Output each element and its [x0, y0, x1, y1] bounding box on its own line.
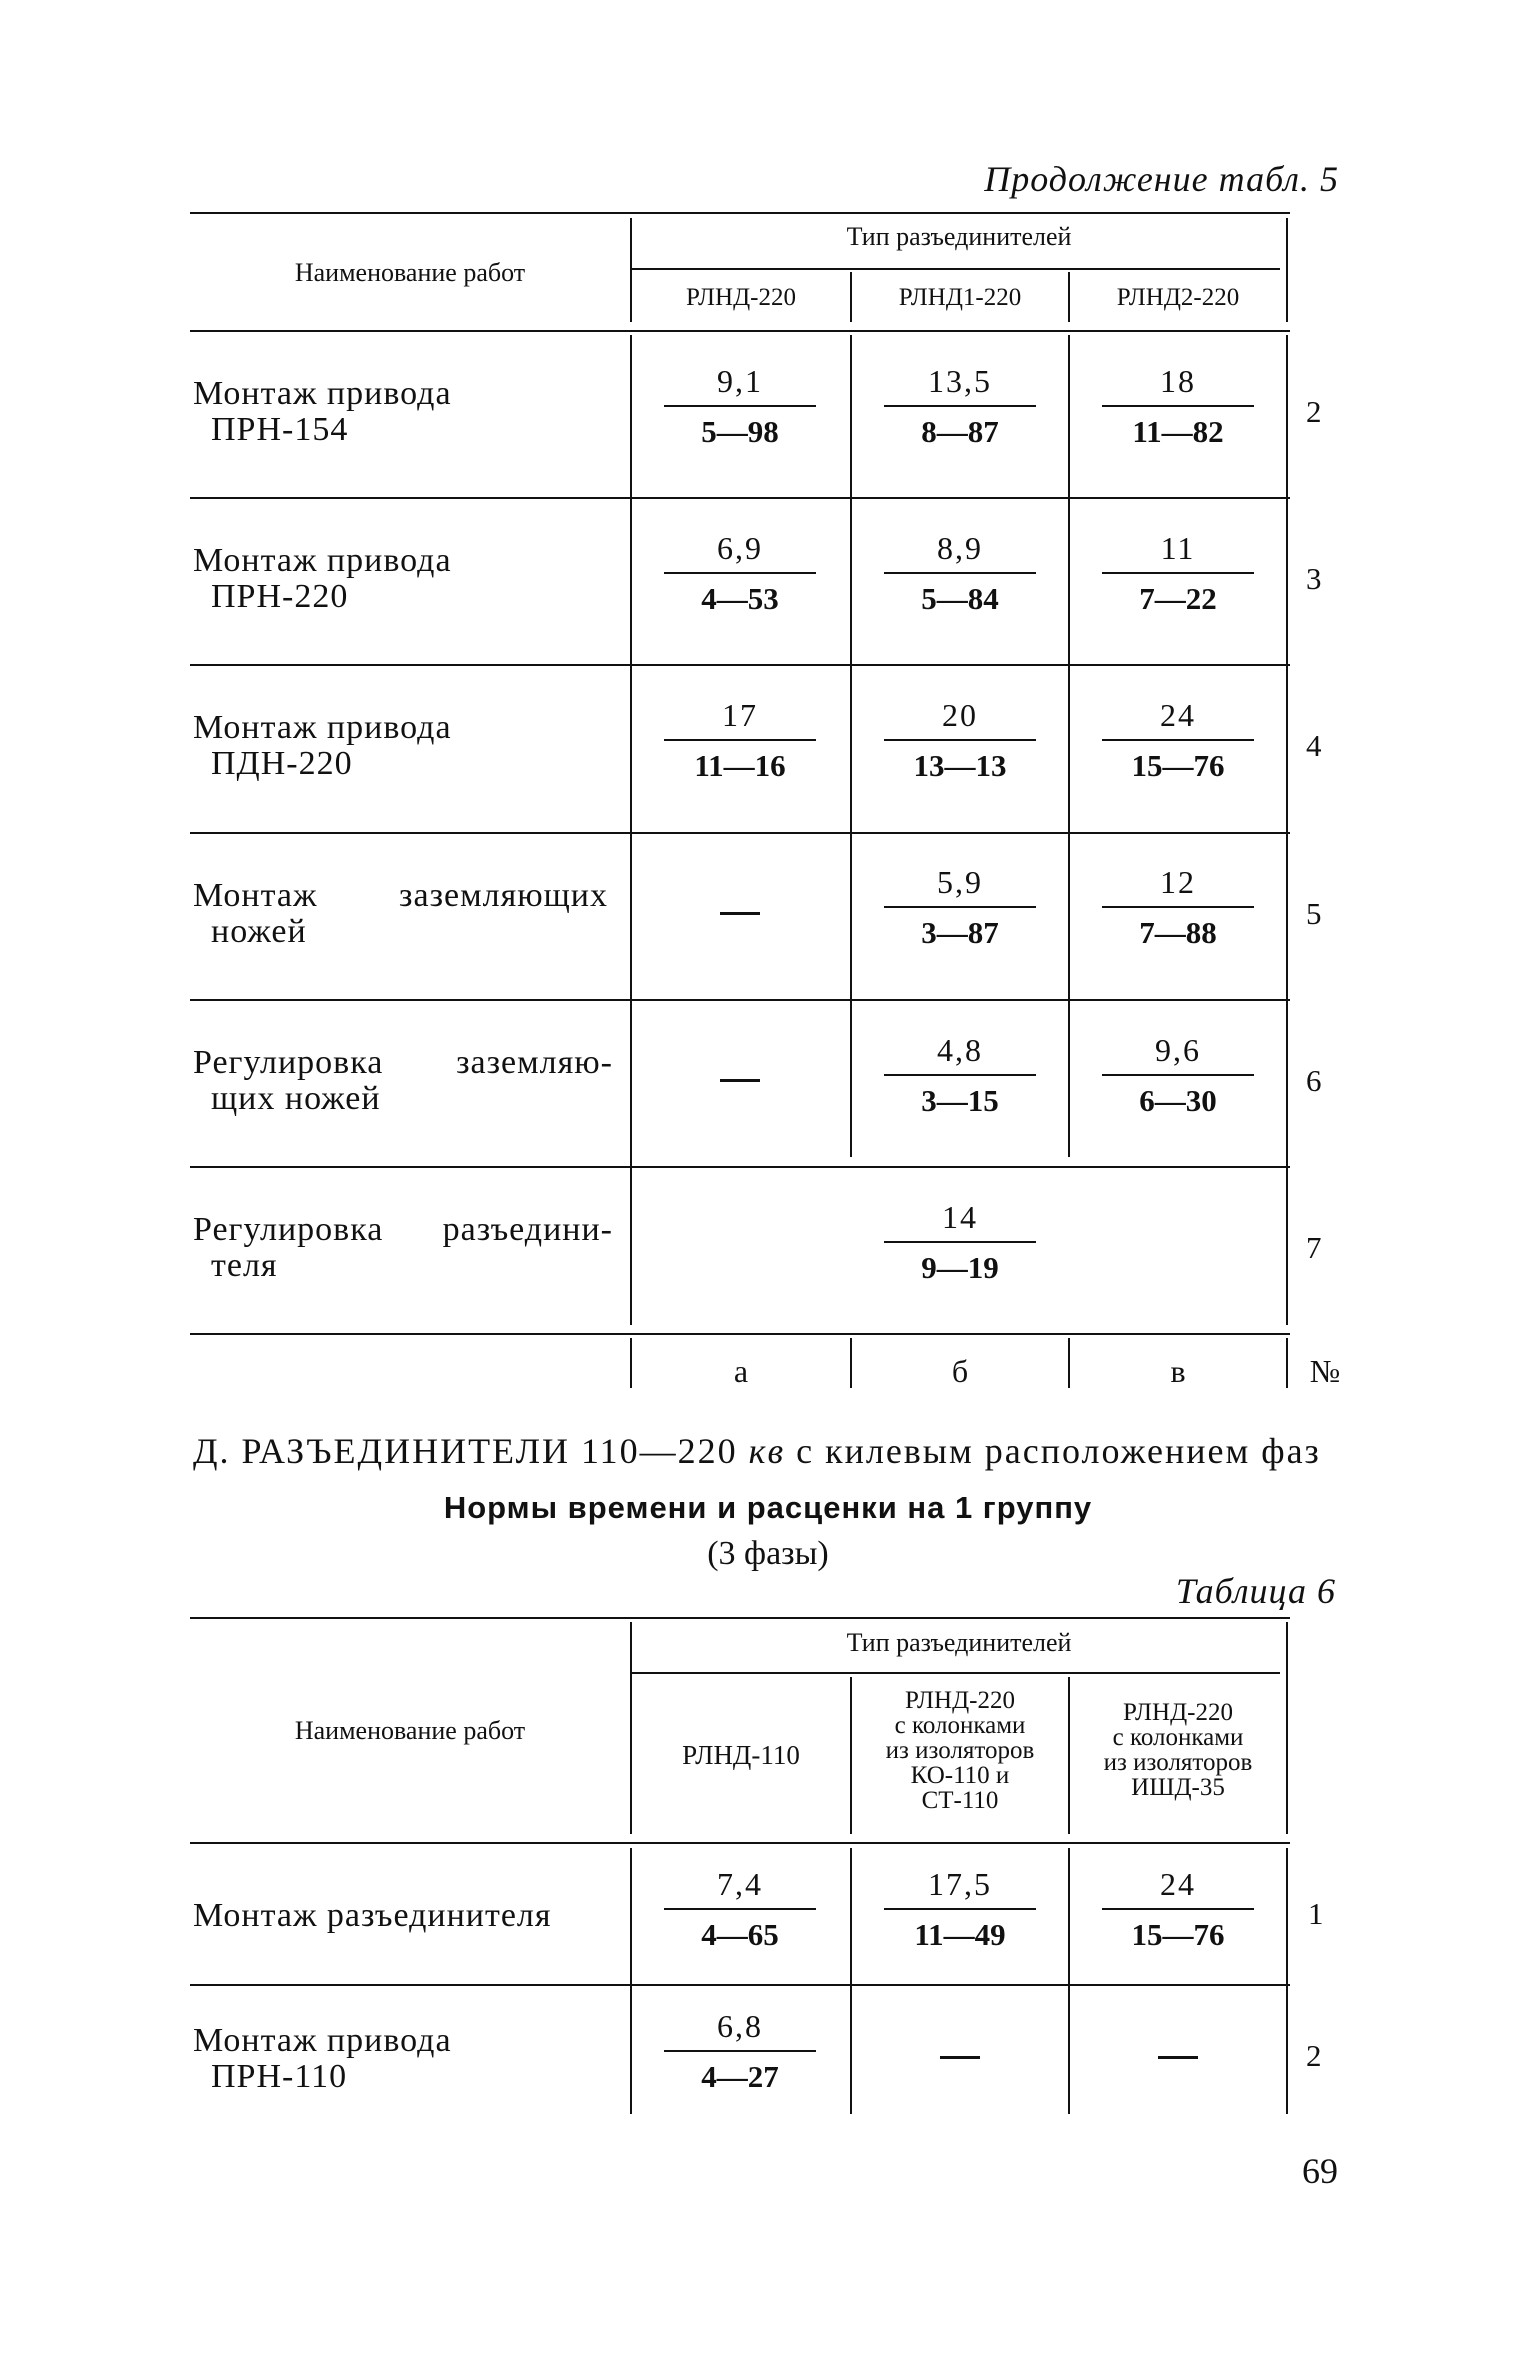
column-header-name: Наименование работ [294, 258, 526, 287]
row-number: 3 [1306, 561, 1322, 596]
norm-time: 17,5 [928, 1866, 992, 1902]
rate: 11—49 [914, 1917, 1006, 1952]
rate: 4—27 [701, 2059, 779, 2094]
continuation-title: Продолжение табл. 5 [984, 159, 1339, 199]
row-name-line: теля [211, 1247, 278, 1284]
norm-time: 17 [722, 697, 758, 733]
header-line: РЛНД-220 [905, 1687, 1015, 1714]
section-subtitle: Нормы времени и расценки на 1 группу [443, 1490, 1093, 1525]
page-number: 69 [1302, 2151, 1338, 2191]
norm-time: 8,9 [937, 530, 983, 566]
rate: 9—19 [921, 1250, 999, 1285]
rule [190, 1984, 1290, 1986]
norm-time: 24 [1160, 697, 1196, 733]
rate: 5—98 [701, 414, 779, 449]
rate: 15—76 [1131, 748, 1225, 783]
row-number: 6 [1306, 1063, 1322, 1098]
section-title-text: с килевым расположением фаз [785, 1431, 1321, 1471]
norm-time: 13,5 [928, 363, 992, 399]
row-name-word: заземляющих [399, 877, 608, 914]
rate: 4—65 [701, 1917, 779, 1952]
header-line: с колонками [1112, 1724, 1244, 1751]
rule [630, 1672, 1280, 1674]
rate: 7—88 [1139, 915, 1217, 950]
empty-cell-dash [940, 2056, 980, 2059]
footer-column-a: а [733, 1353, 749, 1389]
rate: 7—22 [1139, 581, 1217, 616]
rule [1068, 1848, 1070, 2114]
row-name-word: заземляю- [456, 1044, 613, 1081]
header-line: из изоляторов [1103, 1749, 1253, 1776]
footer-number-sign: № [1309, 1353, 1341, 1389]
column-header-rlnd2-220: РЛНД2-220 [1116, 284, 1240, 311]
column-group-header: Тип разъединителей [846, 1628, 1072, 1657]
column-header-rlnd-110: РЛНД-110 [682, 1740, 800, 1770]
norm-time: 14 [942, 1199, 978, 1235]
row-number: 2 [1306, 2038, 1322, 2073]
norm-time: 5,9 [937, 864, 983, 900]
column-header-rlnd-220: РЛНД-220 [686, 284, 796, 311]
fraction-cell [1098, 1866, 1258, 1952]
fraction-bar [884, 1908, 1036, 1910]
footer-column-b: б [951, 1353, 969, 1389]
norm-time: 12 [1160, 864, 1196, 900]
rate: 6—30 [1139, 1083, 1217, 1118]
column-header-name: Наименование работ [294, 1716, 526, 1745]
column-header-rlnd-220-ishd [1070, 1700, 1286, 1800]
norm-time: 18 [1160, 363, 1196, 399]
rule [190, 1842, 1290, 1844]
rule [850, 1848, 852, 2114]
fraction-cell [880, 1866, 1040, 1952]
row-name-line: Монтаж привода [193, 542, 452, 579]
rule [630, 1848, 632, 2114]
rate: 8—87 [921, 414, 999, 449]
section-title-text: Д. РАЗЪЕДИНИТЕЛИ 110—220 [193, 1431, 749, 1471]
rule [1286, 1622, 1288, 1834]
section-title-unit: кв [748, 1431, 786, 1471]
header-line: РЛНД-220 [1123, 1699, 1233, 1726]
norm-time: 6,9 [717, 530, 763, 566]
section-phases-note: (3 фазы) [707, 1535, 829, 1572]
header-line: с колонками [894, 1712, 1026, 1739]
rate: 4—53 [701, 581, 779, 616]
row-name-line: ножей [211, 913, 307, 950]
rate: 5—84 [921, 581, 999, 616]
row-number: 4 [1306, 728, 1322, 763]
row-number: 5 [1306, 896, 1322, 931]
rule [190, 1617, 1290, 1619]
row-name-line: Монтаж привода [193, 709, 452, 746]
norm-time: 9,6 [1155, 1032, 1201, 1068]
row-name-word: разъедини- [442, 1211, 613, 1248]
rule [1286, 1848, 1288, 2114]
fraction-bar [664, 1908, 816, 1910]
row-number: 7 [1306, 1230, 1322, 1265]
header-line: СТ-110 [921, 1787, 999, 1814]
row-name-line: Монтаж привода [193, 375, 452, 412]
rate: 13—13 [913, 748, 1007, 783]
norm-time: 4,8 [937, 1032, 983, 1068]
row-name-word: Монтаж [193, 877, 318, 914]
table-label: Таблица 6 [1175, 1571, 1336, 1611]
column-header-rlnd1-220: РЛНД1-220 [898, 284, 1022, 311]
row-name-line: Монтаж разъединителя [193, 1897, 552, 1934]
row-name-line: щих ножей [211, 1080, 381, 1117]
row-name-line: ПДН-220 [211, 745, 353, 782]
fraction-bar [664, 2050, 816, 2052]
fraction-cell [660, 2008, 820, 2094]
norm-time: 11 [1160, 530, 1196, 566]
header-line: ИШД-35 [1131, 1774, 1225, 1801]
row-name-line: Монтаж привода [193, 2022, 452, 2059]
norm-time: 24 [1160, 1866, 1196, 1902]
row-name-line: ПРН-154 [211, 411, 349, 448]
norm-time: 7,4 [717, 1866, 763, 1902]
row-name-line: ПРН-110 [211, 2058, 348, 2095]
norm-time: 20 [942, 697, 978, 733]
header-line: из изоляторов [885, 1737, 1035, 1764]
row-number: 2 [1306, 394, 1322, 429]
row-name [193, 2023, 613, 2095]
column-header-rlnd-220-ko [852, 1688, 1068, 1813]
rate: 11—82 [1132, 414, 1224, 449]
rate: 3—87 [921, 915, 999, 950]
empty-cell-dash [1158, 2056, 1198, 2059]
rate: 11—16 [694, 748, 786, 783]
rate: 3—15 [921, 1083, 999, 1118]
row-name-line: ПРН-220 [211, 578, 349, 615]
footer-column-v: в [1170, 1353, 1186, 1389]
fraction-bar [1102, 1908, 1254, 1910]
row-name-word: Регулировка [193, 1044, 384, 1081]
header-line: КО-110 и [910, 1762, 1010, 1789]
norm-time: 6,8 [717, 2008, 763, 2044]
rate: 15—76 [1131, 1917, 1225, 1952]
row-name-word: Регулировка [193, 1211, 384, 1248]
row-name [193, 1898, 613, 1934]
column-group-header: Тип разъединителей [846, 222, 1072, 251]
row-number: 1 [1308, 1896, 1324, 1931]
norm-time: 9,1 [717, 363, 763, 399]
fraction-cell [660, 1866, 820, 1952]
